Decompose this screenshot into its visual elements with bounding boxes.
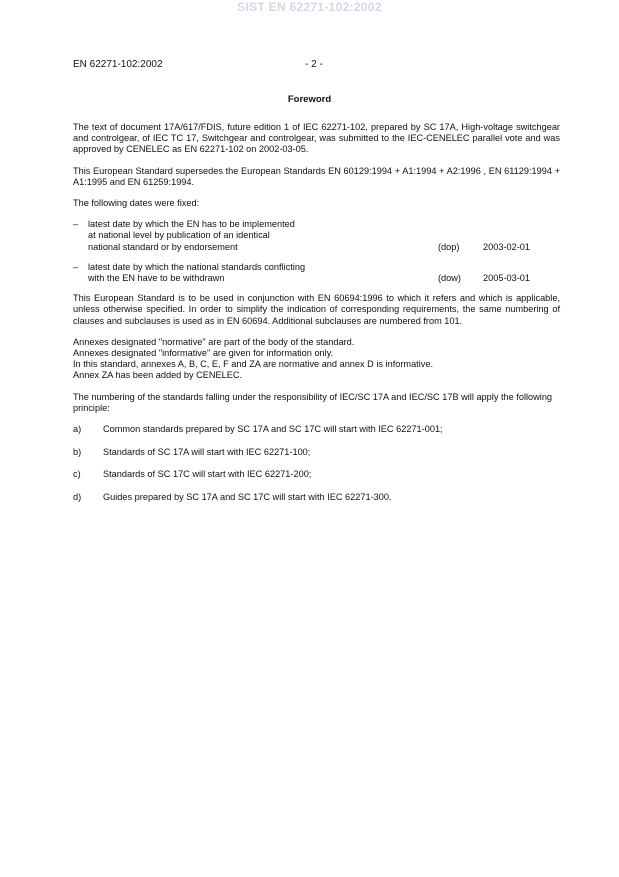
paragraph-document-text: The text of document 17A/617/FDIS, future edition 1 of IEC 62271-102, prepared by SC 17A, High-voltage switchgear and controlgear, of IEC TC 17, Switchgear and controlgear, was submitted to the IEC-CENELEC parallel vote and was approved by CENELEC as EN 62271-102 on 2002-03-05.	[73, 122, 560, 155]
list-marker: a)	[73, 424, 82, 435]
list-text: Standards of SC 17C will start with IEC 62271-200;	[103, 469, 312, 480]
paragraph-conjunction: This European Standard is to be used in conjunction with EN 60694:1996 to which it refers and which is applicable, unless otherwise specified. In order to simplify the indication of corresponding requirements, the same numbering of clauses and subclauses is used as in EN 60694. Additional subclauses are numbered from 101.	[73, 293, 560, 326]
list-text: Standards of SC 17A will start with IEC 62271-100;	[103, 446, 311, 457]
page-number: - 2 -	[305, 59, 323, 70]
date-value: 2005-03-01	[483, 273, 530, 284]
date-item-description	[88, 219, 438, 253]
date-item-line: latest date by which the national standards conflicting	[88, 261, 306, 272]
page-title: Foreword	[287, 94, 332, 105]
date-item-line: latest date by which the EN has to be implemented	[88, 219, 295, 230]
list-marker: d)	[73, 492, 82, 503]
date-item-line: with the EN have to be withdrawn	[88, 273, 225, 284]
date-item-description	[88, 262, 438, 284]
watermark: SIST EN 62271-102:2002	[237, 0, 382, 14]
annex-line: In this standard, annexes A, B, C, E, F and ZA are normative and annex D is informative.	[73, 359, 434, 370]
annex-line: Annexes designated "informative" are given for information only.	[73, 348, 334, 359]
paragraph-dates-intro: The following dates were fixed:	[73, 198, 200, 209]
list-marker: c)	[73, 469, 81, 480]
paragraph-annexes	[73, 337, 560, 382]
date-item-line: at national level by publication of an identical	[88, 230, 270, 241]
dash-bullet: –	[73, 219, 79, 230]
list-text: Common standards prepared by SC 17A and SC 17C will start with IEC 62271-001;	[103, 424, 443, 435]
date-value: 2003-02-01	[483, 241, 530, 252]
paragraph-supersedes: This European Standard supersedes the European Standards EN 60129:1994 + A1:1994 + A2:1996 , EN 61129:1994 + A1:1995 and EN 61259:1994.	[73, 165, 560, 187]
date-item-dow	[73, 262, 560, 284]
list-item	[73, 492, 560, 503]
list-item	[73, 469, 560, 480]
date-code: (dop)	[438, 241, 460, 252]
date-item-dop	[73, 219, 560, 253]
date-item-line: national standard or by endorsement	[88, 241, 238, 252]
list-item	[73, 447, 560, 458]
list-item	[73, 424, 560, 435]
date-code: (dow)	[438, 273, 461, 284]
list-text: Guides prepared by SC 17A and SC 17C will start with IEC 62271-300.	[103, 492, 392, 503]
annex-line: Annexes designated "normative" are part of the body of the standard.	[73, 336, 355, 347]
paragraph-numbering: The numbering of the standards falling under the responsibility of IEC/SC 17A and IEC/SC 17B will apply the following principle:	[73, 391, 553, 413]
dash-bullet: –	[73, 261, 79, 272]
annex-line: Annex ZA has been added by CENELEC.	[73, 370, 243, 381]
list-marker: b)	[73, 446, 82, 457]
document-id: EN 62271-102:2002	[73, 59, 163, 70]
foreword-body	[73, 122, 560, 515]
